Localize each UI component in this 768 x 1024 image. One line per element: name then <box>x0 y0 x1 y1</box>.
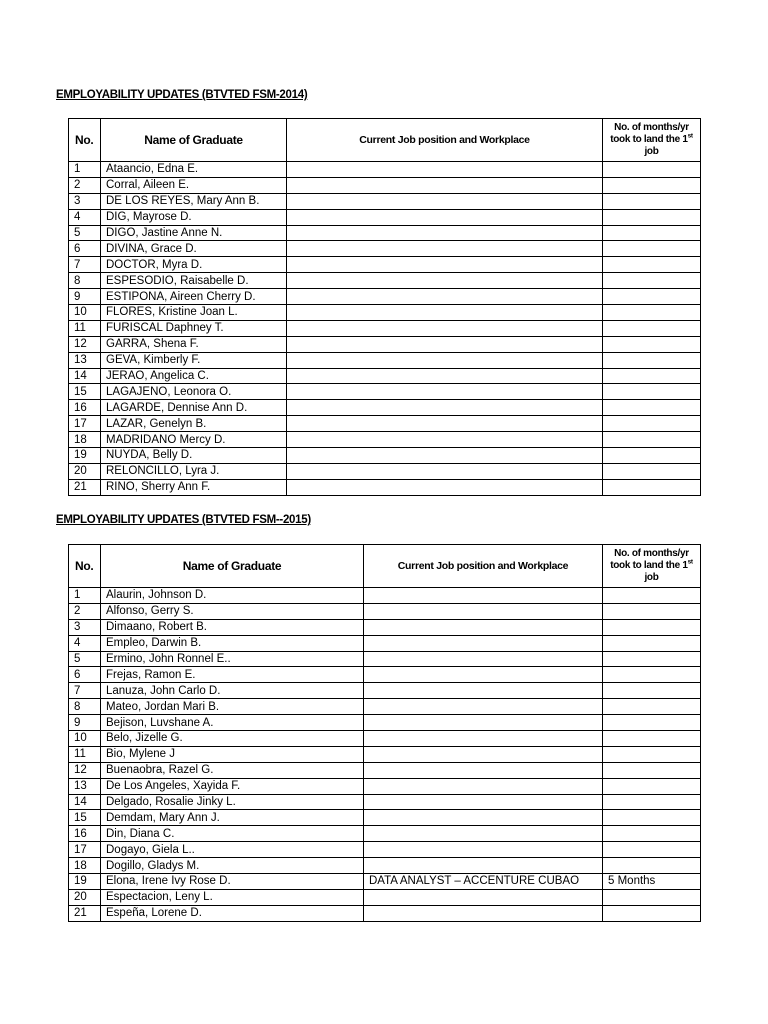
cell-no: 9 <box>69 289 101 305</box>
cell-months <box>603 635 701 651</box>
cell-no: 7 <box>69 683 101 699</box>
cell-name: Espectacion, Leny L. <box>101 889 364 905</box>
cell-months <box>603 715 701 731</box>
cell-no: 7 <box>69 257 101 273</box>
cell-job <box>364 762 603 778</box>
cell-name: DIGO, Jastine Anne N. <box>101 225 287 241</box>
cell-no: 17 <box>69 416 101 432</box>
cell-no: 12 <box>69 762 101 778</box>
cell-no: 1 <box>69 162 101 178</box>
header-current-job: Current Job position and Workplace <box>364 545 603 588</box>
cell-months <box>603 842 701 858</box>
cell-months <box>603 225 701 241</box>
cell-name: Alaurin, Johnson D. <box>101 588 364 604</box>
table-row <box>69 193 701 209</box>
cell-name: Delgado, Rosalie Jinky L. <box>101 794 364 810</box>
cell-months <box>603 889 701 905</box>
table-header-row <box>69 119 701 162</box>
table-row <box>69 826 701 842</box>
cell-months <box>603 588 701 604</box>
cell-job <box>287 241 603 257</box>
cell-no: 20 <box>69 889 101 905</box>
cell-job <box>364 794 603 810</box>
cell-months <box>603 209 701 225</box>
header-months-to-first-job <box>603 545 701 588</box>
cell-name: De Los Angeles, Xayida F. <box>101 778 364 794</box>
cell-months <box>603 731 701 747</box>
header-no: No. <box>69 119 101 162</box>
cell-name: Dogillo, Gladys M. <box>101 858 364 874</box>
cell-name: Belo, Jizelle G. <box>101 731 364 747</box>
table-row <box>69 463 701 479</box>
cell-no: 5 <box>69 651 101 667</box>
cell-no: 14 <box>69 794 101 810</box>
cell-name: FURISCAL Daphney T. <box>101 320 287 336</box>
cell-job <box>364 635 603 651</box>
cell-months <box>603 479 701 495</box>
cell-name: GEVA, Kimberly F. <box>101 352 287 368</box>
cell-months <box>603 651 701 667</box>
table-row <box>69 635 701 651</box>
cell-months <box>603 289 701 305</box>
table-row <box>69 683 701 699</box>
cell-months <box>603 448 701 464</box>
cell-name: DIG, Mayrose D. <box>101 209 287 225</box>
cell-job <box>287 305 603 321</box>
cell-job <box>287 368 603 384</box>
table-row <box>69 842 701 858</box>
cell-no: 8 <box>69 699 101 715</box>
cell-job <box>287 225 603 241</box>
cell-job <box>287 463 603 479</box>
cell-name: DE LOS REYES, Mary Ann B. <box>101 193 287 209</box>
cell-job <box>364 667 603 683</box>
cell-name: Mateo, Jordan Mari B. <box>101 699 364 715</box>
cell-months <box>603 416 701 432</box>
cell-no: 20 <box>69 463 101 479</box>
cell-name: Empleo, Darwin B. <box>101 635 364 651</box>
table-row <box>69 336 701 352</box>
table-row <box>69 352 701 368</box>
header-months-sup: st <box>687 132 693 140</box>
cell-job <box>287 257 603 273</box>
cell-no: 16 <box>69 400 101 416</box>
cell-no: 11 <box>69 746 101 762</box>
cell-job <box>287 432 603 448</box>
cell-job <box>364 889 603 905</box>
cell-months <box>603 619 701 635</box>
cell-no: 9 <box>69 715 101 731</box>
cell-name: ESTIPONA, Aireen Cherry D. <box>101 289 287 305</box>
cell-job <box>287 416 603 432</box>
table-row <box>69 177 701 193</box>
cell-name: Din, Diana C. <box>101 826 364 842</box>
cell-no: 5 <box>69 225 101 241</box>
table-row <box>69 320 701 336</box>
cell-no: 13 <box>69 778 101 794</box>
cell-name: LAGARDE, Dennise Ann D. <box>101 400 287 416</box>
table-row <box>69 209 701 225</box>
cell-name: DIVINA, Grace D. <box>101 241 287 257</box>
cell-no: 21 <box>69 905 101 921</box>
cell-no: 19 <box>69 448 101 464</box>
table-row <box>69 368 701 384</box>
table-row <box>69 273 701 289</box>
cell-name: Espeña, Lorene D. <box>101 905 364 921</box>
cell-job <box>287 336 603 352</box>
cell-job <box>287 177 603 193</box>
table-row <box>69 715 701 731</box>
cell-no: 15 <box>69 810 101 826</box>
cell-job <box>287 193 603 209</box>
cell-name: Ataancio, Edna E. <box>101 162 287 178</box>
cell-name: FLORES, Kristine Joan L. <box>101 305 287 321</box>
cell-name: LAZAR, Genelyn B. <box>101 416 287 432</box>
table-row <box>69 731 701 747</box>
cell-no: 8 <box>69 273 101 289</box>
cell-job <box>364 651 603 667</box>
cell-name: RINO, Sherry Ann F. <box>101 479 287 495</box>
cell-job <box>364 699 603 715</box>
cell-name: ESPESODIO, Raisabelle D. <box>101 273 287 289</box>
cell-name: Demdam, Mary Ann J. <box>101 810 364 826</box>
table-row <box>69 778 701 794</box>
cell-job <box>364 810 603 826</box>
header-name-of-graduate: Name of Graduate <box>101 119 287 162</box>
cell-name: JERAO, Angelica C. <box>101 368 287 384</box>
table-row <box>69 889 701 905</box>
cell-job <box>364 842 603 858</box>
cell-job <box>364 588 603 604</box>
cell-months <box>603 699 701 715</box>
cell-no: 10 <box>69 731 101 747</box>
table-header-row <box>69 545 701 588</box>
cell-months <box>603 826 701 842</box>
cell-months <box>603 368 701 384</box>
table-row <box>69 762 701 778</box>
cell-job <box>287 289 603 305</box>
cell-job <box>364 746 603 762</box>
table-row <box>69 448 701 464</box>
cell-months <box>603 384 701 400</box>
header-months-text: No. of months/yr took to land the 1 <box>610 548 689 571</box>
cell-no: 6 <box>69 667 101 683</box>
cell-job <box>364 715 603 731</box>
cell-no: 11 <box>69 320 101 336</box>
cell-no: 10 <box>69 305 101 321</box>
cell-months <box>603 905 701 921</box>
cell-months <box>603 746 701 762</box>
table-row <box>69 858 701 874</box>
cell-no: 12 <box>69 336 101 352</box>
cell-job <box>287 479 603 495</box>
cell-no: 13 <box>69 352 101 368</box>
cell-months <box>603 241 701 257</box>
cell-months <box>603 667 701 683</box>
cell-name: LAGAJENO, Leonora O. <box>101 384 287 400</box>
cell-months <box>603 177 701 193</box>
graduates-table-2014 <box>68 118 701 496</box>
cell-name: Ermino, John Ronnel E.. <box>101 651 364 667</box>
cell-name: Buenaobra, Razel G. <box>101 762 364 778</box>
cell-name: Lanuza, John Carlo D. <box>101 683 364 699</box>
cell-months <box>603 305 701 321</box>
table-row <box>69 162 701 178</box>
header-months-to-first-job <box>603 119 701 162</box>
cell-job <box>364 858 603 874</box>
cell-no: 18 <box>69 858 101 874</box>
cell-no: 18 <box>69 432 101 448</box>
cell-months <box>603 193 701 209</box>
table-row <box>69 619 701 635</box>
cell-job <box>364 826 603 842</box>
table-row <box>69 241 701 257</box>
table-row <box>69 746 701 762</box>
section-title-2014: EMPLOYABILITY UPDATES (BTVTED FSM-2014) <box>56 89 308 101</box>
cell-no: 2 <box>69 603 101 619</box>
table-row <box>69 257 701 273</box>
header-months-sup: st <box>687 558 693 566</box>
table-row <box>69 603 701 619</box>
cell-job <box>287 400 603 416</box>
cell-months <box>603 336 701 352</box>
cell-no: 21 <box>69 479 101 495</box>
cell-months <box>603 794 701 810</box>
cell-job <box>364 603 603 619</box>
section-title-2015: EMPLOYABILITY UPDATES (BTVTED FSM--2015) <box>56 514 311 526</box>
cell-job <box>364 905 603 921</box>
cell-months <box>603 810 701 826</box>
cell-no: 17 <box>69 842 101 858</box>
cell-no: 15 <box>69 384 101 400</box>
cell-name: Corral, Aileen E. <box>101 177 287 193</box>
table-row <box>69 794 701 810</box>
header-current-job: Current Job position and Workplace <box>287 119 603 162</box>
header-months-tail: job <box>644 572 659 583</box>
cell-job <box>364 778 603 794</box>
table-row <box>69 810 701 826</box>
cell-job <box>364 731 603 747</box>
cell-no: 16 <box>69 826 101 842</box>
cell-months <box>603 432 701 448</box>
cell-months <box>603 320 701 336</box>
table-row <box>69 384 701 400</box>
table-row <box>69 479 701 495</box>
cell-months <box>603 273 701 289</box>
cell-job <box>287 384 603 400</box>
cell-months <box>603 762 701 778</box>
cell-months <box>603 463 701 479</box>
table-row <box>69 651 701 667</box>
cell-no: 3 <box>69 619 101 635</box>
cell-name: DOCTOR, Myra D. <box>101 257 287 273</box>
cell-job <box>287 162 603 178</box>
table-row <box>69 905 701 921</box>
cell-no: 1 <box>69 588 101 604</box>
table-row <box>69 588 701 604</box>
table-row <box>69 699 701 715</box>
table-row <box>69 667 701 683</box>
cell-name: Elona, Irene Ivy Rose D. <box>101 874 364 890</box>
graduates-table-2015 <box>68 544 701 922</box>
cell-name: GARRA, Shena F. <box>101 336 287 352</box>
cell-job: DATA ANALYST – ACCENTURE CUBAO <box>364 874 603 890</box>
header-name-of-graduate: Name of Graduate <box>101 545 364 588</box>
table-row <box>69 305 701 321</box>
cell-job <box>287 352 603 368</box>
cell-job <box>287 320 603 336</box>
table-row <box>69 289 701 305</box>
cell-no: 3 <box>69 193 101 209</box>
cell-name: Bejison, Luvshane A. <box>101 715 364 731</box>
cell-months <box>603 603 701 619</box>
header-months-text: No. of months/yr took to land the 1 <box>610 122 689 145</box>
cell-months <box>603 778 701 794</box>
table-row <box>69 416 701 432</box>
cell-no: 19 <box>69 874 101 890</box>
cell-no: 4 <box>69 635 101 651</box>
cell-months <box>603 858 701 874</box>
cell-job <box>287 273 603 289</box>
cell-job <box>364 619 603 635</box>
cell-name: RELONCILLO, Lyra J. <box>101 463 287 479</box>
cell-months <box>603 683 701 699</box>
cell-name: Bio, Mylene J <box>101 746 364 762</box>
cell-months <box>603 352 701 368</box>
cell-months <box>603 162 701 178</box>
cell-no: 6 <box>69 241 101 257</box>
cell-job <box>287 209 603 225</box>
cell-months <box>603 400 701 416</box>
cell-name: MADRIDANO Mercy D. <box>101 432 287 448</box>
cell-name: NUYDA, Belly D. <box>101 448 287 464</box>
cell-months <box>603 257 701 273</box>
cell-job <box>287 448 603 464</box>
cell-no: 14 <box>69 368 101 384</box>
cell-name: Dogayo, Giela L.. <box>101 842 364 858</box>
cell-months: 5 Months <box>603 874 701 890</box>
table-row <box>69 225 701 241</box>
cell-name: Frejas, Ramon E. <box>101 667 364 683</box>
cell-no: 2 <box>69 177 101 193</box>
cell-name: Dimaano, Robert B. <box>101 619 364 635</box>
cell-name: Alfonso, Gerry S. <box>101 603 364 619</box>
header-no: No. <box>69 545 101 588</box>
cell-job <box>364 683 603 699</box>
table-row <box>69 432 701 448</box>
header-months-tail: job <box>644 146 659 157</box>
table-row <box>69 874 701 890</box>
cell-no: 4 <box>69 209 101 225</box>
table-row <box>69 400 701 416</box>
